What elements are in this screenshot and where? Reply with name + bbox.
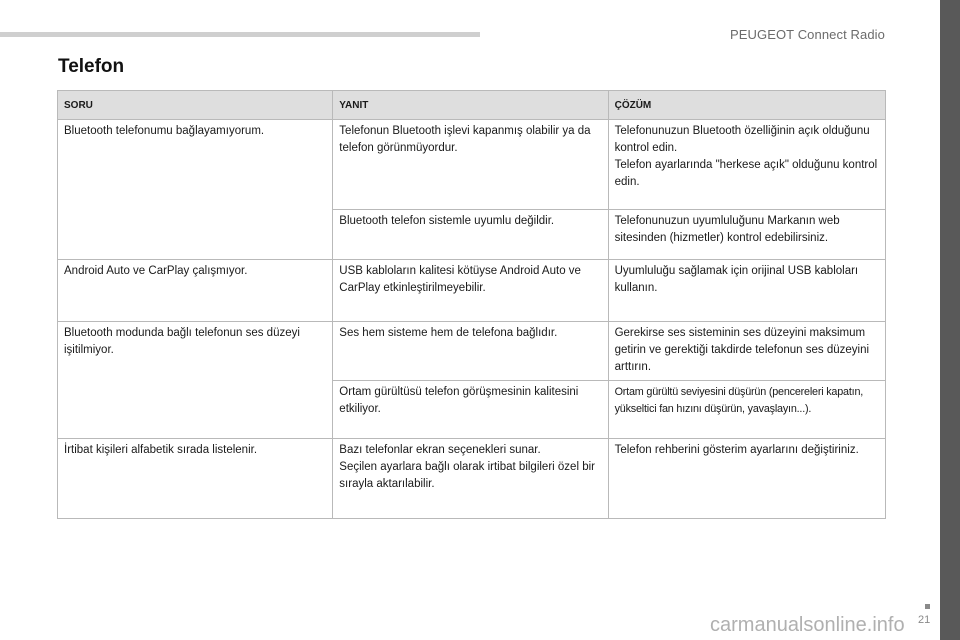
page-marker-icon [925, 604, 930, 609]
answer-line: Seçilen ayarlara bağlı olarak irtibat bilgileri özel bir sırayla aktarılabilir. [339, 461, 595, 490]
answer-line: Bazı telefonlar ekran seçenekleri sunar. [339, 444, 541, 456]
answer-cell: Telefonun Bluetooth işlevi kapanmış olabilir ya da telefon görünmüyordur. [333, 120, 608, 210]
header-brand: PEUGEOT Connect Radio [729, 27, 885, 42]
header-question: SORU [58, 91, 333, 120]
solution-cell: Telefonunuzun uyumluluğunu Markanın web sitesinden (hizmetler) kontrol edebilirsiniz. [608, 210, 885, 260]
table-row [58, 322, 886, 381]
answer-cell: USB kabloların kalitesi kötüyse Android Auto ve CarPlay etkinleştirilmeyebilir. [333, 260, 608, 322]
question-cell: Bluetooth modunda bağlı telefonun ses düzeyi işitilmiyor. [58, 322, 333, 439]
solution-cell: Uyumluluğu sağlamak için orijinal USB kabloları kullanın. [608, 260, 885, 322]
table-row [58, 120, 886, 210]
header-solution: ÇÖZÜM [608, 91, 885, 120]
question-cell: İrtibat kişileri alfabetik sırada listelenir. [58, 439, 333, 519]
answer-cell: Ortam gürültüsü telefon görüşmesinin kalitesini etkiliyor. [333, 381, 608, 439]
answer-cell: Bluetooth telefon sistemle uyumlu değildir. [333, 210, 608, 260]
page-title: Telefon [58, 56, 125, 77]
page-number: 21 [918, 614, 931, 626]
header-rule [0, 32, 480, 37]
solution-line: Telefon ayarlarında "herkese açık" olduğunu kontrol edin. [614, 159, 878, 188]
table-row [58, 260, 886, 322]
solution-cell: Ortam gürültü seviyesini düşürün (pencereleri kapatın, yükseltici fan hızını düşürün, yavaşlayın...). [608, 381, 885, 439]
solution-cell: Gerekirse ses sisteminin ses düzeyini maksimum getirin ve gerektiği takdirde telefonun ses düzeyini arttırın. [608, 322, 885, 381]
solution-line: Telefonunuzun Bluetooth özelliğinin açık olduğunu kontrol edin. [614, 125, 870, 154]
answer-cell [333, 439, 608, 519]
watermark: carmanualsonline.info [710, 614, 905, 636]
solution-cell: Telefon rehberini gösterim ayarlarını değiştiriniz. [608, 439, 885, 519]
question-cell: Bluetooth telefonumu bağlayamıyorum. [58, 120, 333, 260]
table-header-row [58, 91, 886, 120]
solution-cell [608, 120, 885, 210]
table-row [58, 439, 886, 519]
question-cell: Android Auto ve CarPlay çalışmıyor. [58, 260, 333, 322]
faq-table [57, 90, 886, 519]
answer-cell: Ses hem sisteme hem de telefona bağlıdır. [333, 322, 608, 381]
side-strip [940, 0, 960, 640]
header-answer: YANIT [333, 91, 608, 120]
